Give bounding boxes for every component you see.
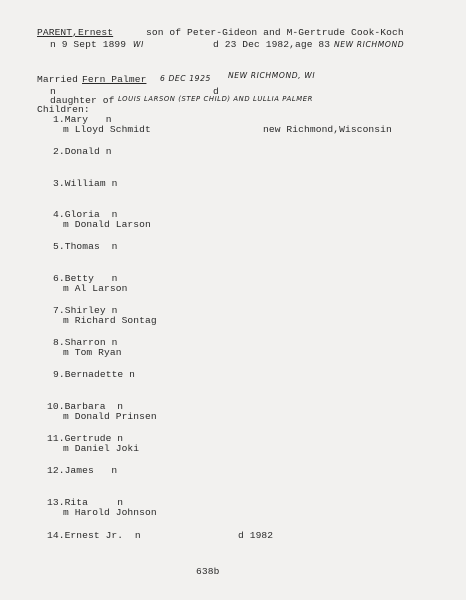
spouse-died-label: d: [213, 86, 219, 97]
death-place-handwritten: NEW RICHMOND: [334, 40, 405, 49]
spouse-born-label: n: [50, 86, 56, 97]
married-label: Married: [37, 74, 79, 85]
children-label: Children:: [37, 104, 90, 115]
child-entry: 1.Mary n: [53, 114, 112, 125]
child-spouse: m Al Larson: [63, 283, 128, 294]
child-spouse: m Richard Sontag: [63, 315, 157, 326]
child-entry: 12.James n: [47, 465, 118, 476]
child-note: d 1982: [238, 530, 274, 541]
parents-line: son of Peter-Gideon and M-Gertrude Cook-Koch: [146, 27, 404, 38]
child-entry: 2.Donald n: [53, 146, 112, 157]
birth-date: n 9 Sept 1899: [50, 39, 127, 50]
child-spouse: m Lloyd Schmidt: [63, 124, 151, 135]
child-note: new Richmond,Wisconsin: [263, 124, 392, 135]
spouse-parents-handwritten: LOUIS LARSON (STEP CHILD) AND LULLIA PALMER: [118, 95, 313, 103]
child-spouse: m Harold Johnson: [63, 507, 157, 518]
child-entry: 14.Ernest Jr. n: [47, 530, 141, 541]
child-entry: 7.Shirley n: [53, 305, 118, 316]
child-entry: 6.Betty n: [53, 273, 118, 284]
death-date: d 23 Dec 1982,age 83: [213, 39, 331, 50]
child-entry: 3.William n: [53, 178, 118, 189]
child-spouse: m Donald Larson: [63, 219, 151, 230]
spouse-name: Fern Palmer: [82, 74, 147, 85]
marriage-date-handwritten: 6 DEC 1925: [160, 74, 211, 83]
child-entry: 13.Rita n: [47, 497, 124, 508]
child-spouse: m Donald Prinsen: [63, 411, 157, 422]
child-entry: 10.Barbara n: [47, 401, 124, 412]
marriage-place-handwritten: NEW RICHMOND, WI: [228, 71, 316, 80]
child-spouse: m Tom Ryan: [63, 347, 122, 358]
child-entry: 8.Sharron n: [53, 337, 118, 348]
child-entry: 11.Gertrude n: [47, 433, 124, 444]
person-name: PARENT,Ernest: [37, 27, 114, 38]
birth-place-handwritten: WI: [133, 40, 144, 49]
child-entry: 4.Gloria n: [53, 209, 118, 220]
daughter-of-label: daughter of: [50, 95, 115, 106]
child-entry: 9.Bernadette n: [53, 369, 136, 380]
child-entry: 5.Thomas n: [53, 241, 118, 252]
page-number: 638b: [196, 566, 220, 577]
child-spouse: m Daniel Joki: [63, 443, 140, 454]
